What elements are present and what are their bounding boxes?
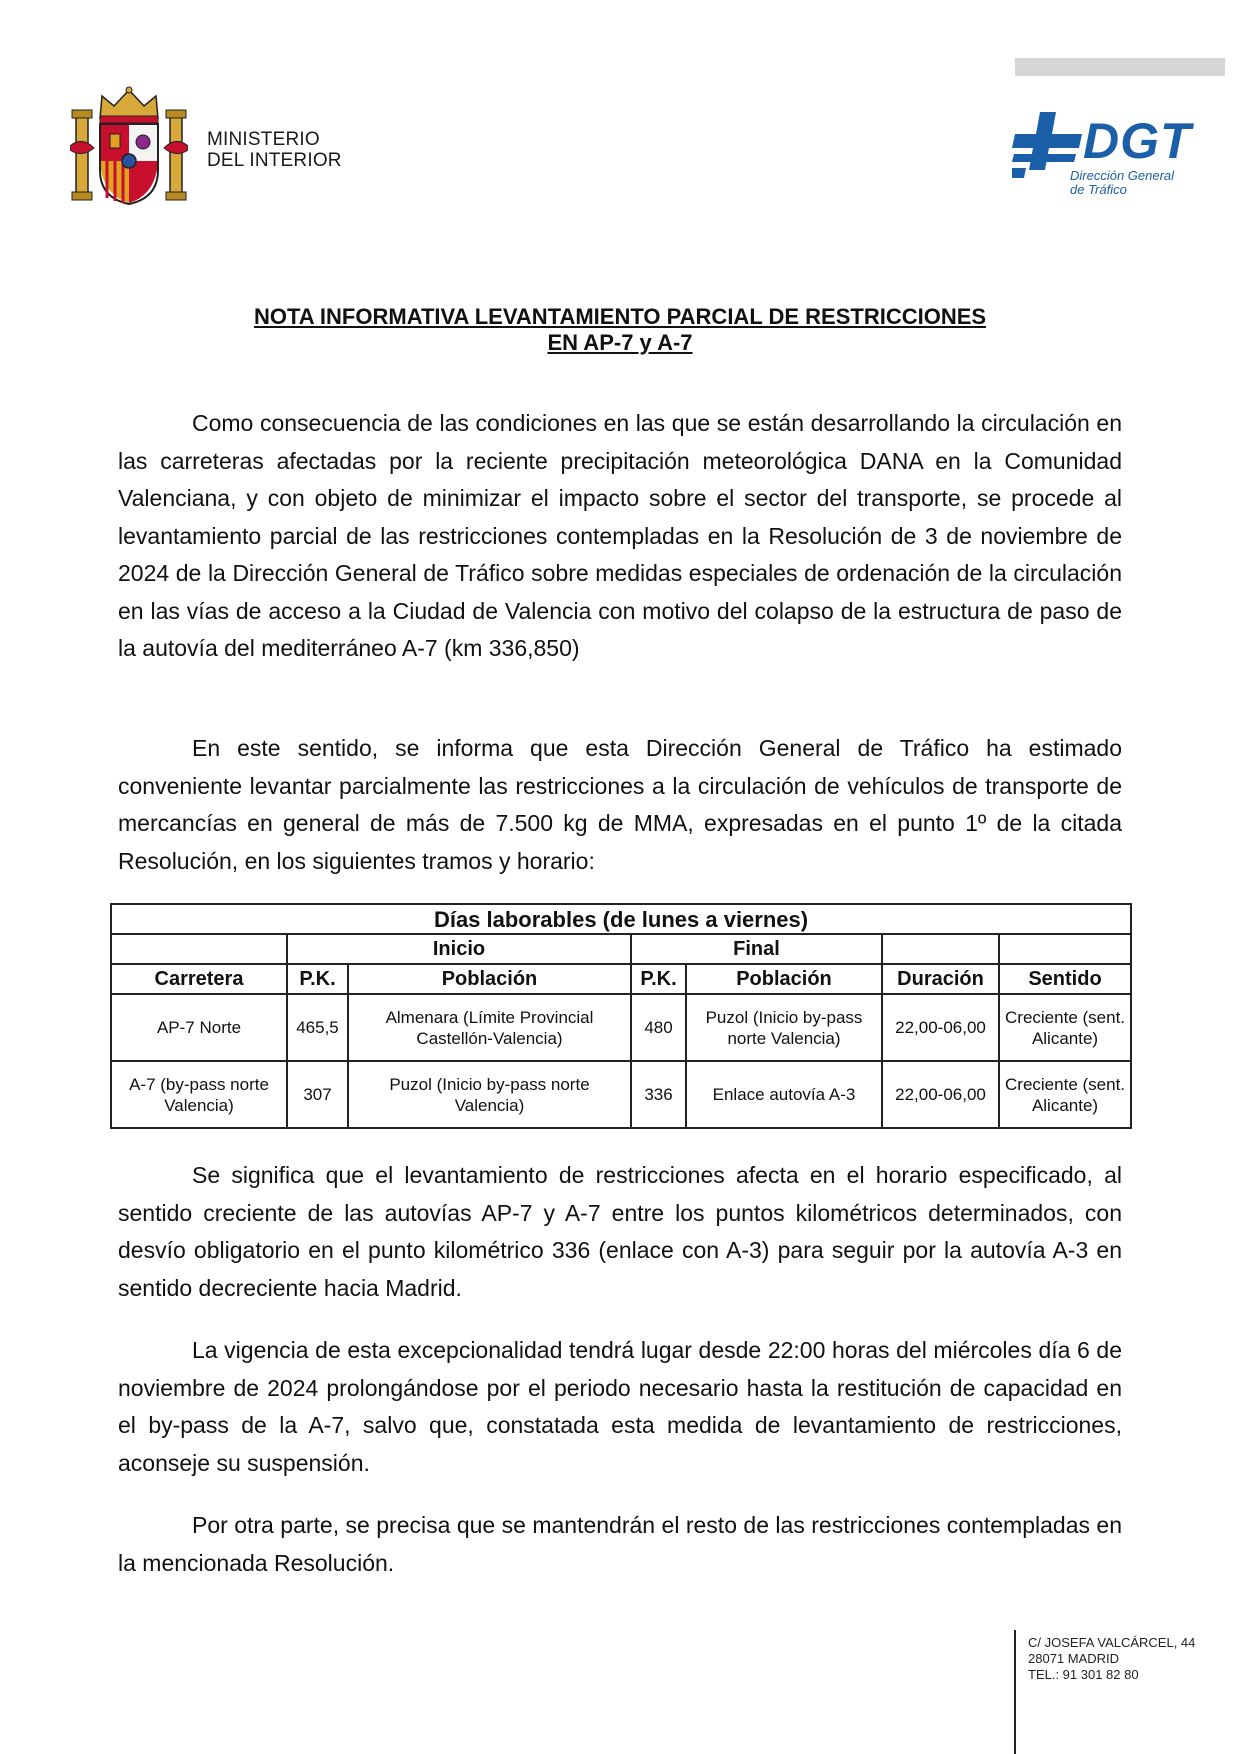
- table-cell: 336: [631, 1061, 686, 1128]
- title-line2: EN AP-7 y A-7: [547, 330, 693, 355]
- group-header-blank: [999, 934, 1131, 964]
- column-header: Sentido: [999, 964, 1131, 994]
- table-cell: Creciente (sent. Alicante): [999, 1061, 1131, 1128]
- table-cell: Almenara (Límite Provincial Castellón-Valencia): [348, 994, 631, 1061]
- column-header: Población: [348, 964, 631, 994]
- table-cell: 465,5: [287, 994, 348, 1061]
- table-row: [111, 994, 1131, 1061]
- address-phone: TEL.: 91 301 82 80: [1028, 1667, 1139, 1682]
- footer-address: [1028, 1635, 1195, 1683]
- table-cell: 480: [631, 994, 686, 1061]
- table-row: [111, 1061, 1131, 1128]
- ministry-name-line2: DEL INTERIOR: [207, 150, 342, 171]
- group-header-blank: [882, 934, 999, 964]
- table-cell: 22,00-06,00: [882, 1061, 999, 1128]
- table-caption: Días laborables (de lunes a viernes): [111, 904, 1131, 934]
- table-cell: 22,00-06,00: [882, 994, 999, 1061]
- dgt-subtitle-line2: de Tráfico: [1070, 182, 1127, 197]
- group-header-inicio: Inicio: [287, 934, 631, 964]
- ministry-name: [207, 129, 342, 171]
- table-cell: Puzol (Inicio by-pass norte Valencia): [348, 1061, 631, 1128]
- column-header: Carretera: [111, 964, 287, 994]
- dgt-logo-word: DGT: [1083, 113, 1192, 169]
- table-cell: Creciente (sent. Alicante): [999, 994, 1131, 1061]
- table-cell: AP-7 Norte: [111, 994, 287, 1061]
- paragraph-5: Por otra parte, se precisa que se mantendrán el resto de las restricciones contempladas en la mencionada Resolución.: [118, 1512, 1122, 1576]
- paragraph-3: Se significa que el levantamiento de restricciones afecta en el horario especificado, al sentido creciente de las autovías AP-7 y A-7 entre los puntos kilométricos determinados, con desvío obligatorio en el punto kilométrico 336 (enlace con A-3) para seguir por la autovía A-3 en sentido decreciente hacia Madrid.: [118, 1162, 1122, 1301]
- dgt-subtitle-line1: Dirección General: [1070, 168, 1175, 183]
- column-header: Población: [686, 964, 882, 994]
- address-city: 28071 MADRID: [1028, 1651, 1120, 1666]
- table-cell: A-7 (by-pass norte Valencia): [111, 1061, 287, 1128]
- top-gray-bar: [1015, 58, 1225, 76]
- ministry-name-line1: MINISTERIO: [207, 129, 320, 150]
- paragraph-4: La vigencia de esta excepcionalidad tendrá lugar desde 22:00 horas del miércoles día 6 de noviembre de 2024 prolongándose por el periodo necesario hasta la restitución de capacidad en el by-pass de la A-7, salvo que, constatada esta medida de levantamiento de restricciones, aconseje su suspensión.: [118, 1337, 1122, 1476]
- column-header: P.K.: [631, 964, 686, 994]
- paragraph-2: En este sentido, se informa que esta Dirección General de Tráfico ha estimado conveniente levantar parcialmente las restricciones a la circulación de vehículos de transporte de mercancías en general de más de 7.500 kg de MMA, expresadas en el punto 1º de la citada Resolución, en los siguientes tramos y horario:: [118, 735, 1122, 874]
- paragraph-1: Como consecuencia de las condiciones en las que se están desarrollando la circulación en las carreteras afectadas por la reciente precipitación meteorológica DANA en la Comunidad Valenciana, y con objeto de minimizar el impacto sobre el sector del transporte, se procede al levantamiento parcial de las restricciones contempladas en la Resolución de 3 de noviembre de 2024 de la Dirección General de Tráfico sobre medidas especiales de ordenación de la circulación en las vías de acceso a la Ciudad de Valencia con motivo del colapso de la estructura de paso de la autovía del mediterráneo A-7 (km 336,850): [118, 410, 1122, 661]
- table-cell: Enlace autovía A-3: [686, 1061, 882, 1128]
- footer-divider: [1014, 1630, 1016, 1754]
- column-header: Duración: [882, 964, 999, 994]
- title-line1: NOTA INFORMATIVA LEVANTAMIENTO PARCIAL DE RESTRICCIONES: [253, 304, 987, 329]
- address-street: C/ JOSEFA VALCÁRCEL, 44: [1028, 1635, 1196, 1650]
- group-header-blank: [111, 934, 287, 964]
- restrictions-table: [110, 903, 1132, 1129]
- dgt-logo-subtitle: [1070, 169, 1174, 197]
- document-title: [118, 304, 1122, 356]
- coat-of-arms-icon: [70, 86, 188, 208]
- table-cell: Puzol (Inicio by-pass norte Valencia): [686, 994, 882, 1061]
- table-cell: 307: [287, 1061, 348, 1128]
- group-header-final: Final: [631, 934, 882, 964]
- column-header: P.K.: [287, 964, 348, 994]
